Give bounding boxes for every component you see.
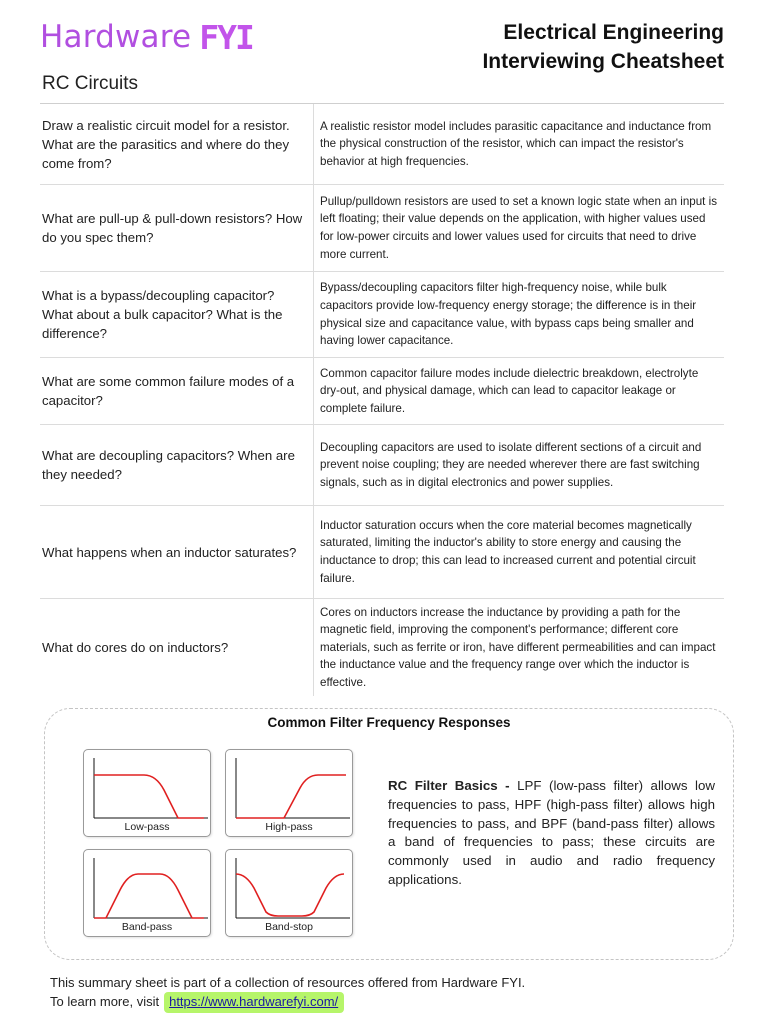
document-title: Electrical Engineering Interviewing Cheatsheet: [482, 21, 724, 73]
qa-question: What happens when an inductor saturates?: [40, 506, 314, 598]
band-pass-plot: [83, 849, 211, 937]
footer: [50, 974, 525, 1013]
section-title: RC Circuits: [42, 73, 139, 94]
filter-responses-panel: [44, 708, 734, 960]
qa-table: [40, 103, 724, 696]
hardwarefyi-link[interactable]: https://www.hardwarefyi.com/: [164, 992, 344, 1013]
qa-question: What are pull-up & pull-down resistors? How do you spec them?: [40, 185, 314, 271]
band-pass-curve: [94, 874, 204, 918]
qa-row: [40, 424, 724, 505]
logo-word: Hardware: [40, 19, 192, 55]
qa-row: [40, 598, 724, 696]
rc-filter-body: LPF (low-pass filter) allows low frequencies to pass, HPF (high-pass filter) allows high frequencies to pass, and BPF (band-pass filter) allows a band of frequencies to pass; these circuits are commonly used in audio and radio frequency applications.: [388, 778, 715, 887]
plot-label: Band-stop: [265, 921, 313, 933]
qa-answer: Decoupling capacitors are used to isolate different sections of a circuit and prevent noise coupling; they are needed wherever there are fast switching signals, such as in digital electronics and power supplies.: [320, 440, 702, 489]
qa-row: [40, 271, 724, 357]
qa-answer: Common capacitor failure modes include dielectric breakdown, electrolyte dry-out, and physical damage, which can lead to capacitor leakage or complete failure.: [320, 366, 699, 415]
qa-question: What are decoupling capacitors? When are they needed?: [40, 425, 314, 505]
plot-label: High-pass: [265, 821, 313, 833]
qa-answer: Cores on inductors increase the inductance by providing a path for the magnetic field, improving the component's performance; different core materials, such as ferrite or iron, have different permeabilities and can impact the inductance value and the frequency range over which the inductor is effective.: [320, 605, 716, 689]
low-pass-curve: [94, 775, 204, 818]
qa-answer: Pullup/pulldown resistors are used to set a known logic state when an input is left floating; their value depends on the application, with higher values used for low-power circuits and lower values used for circuits that need to drive more current.: [320, 194, 717, 261]
footer-line-1: This summary sheet is part of a collection of resources offered from Hardware FYI.: [50, 975, 526, 990]
band-stop-curve: [236, 874, 344, 916]
logo-fyi: FYI: [199, 17, 253, 57]
qa-answer: Bypass/decoupling capacitors filter high-frequency noise, while bulk capacitors provide low-frequency energy storage; the difference is in their physical size and capacitance value, with bypass caps being smaller and having lower capacitance.: [320, 281, 697, 348]
qa-row: [40, 357, 724, 424]
qa-question: What do cores do on inductors?: [40, 599, 314, 696]
plot-label: Band-pass: [121, 921, 173, 933]
footer-prompt: To learn more, visit: [50, 994, 160, 1009]
filters-title: Common Filter Frequency Responses: [267, 715, 511, 730]
qa-question: What is a bypass/decoupling capacitor? What about a bulk capacitor? What is the difference?: [40, 272, 314, 357]
plot-label: Low-pass: [124, 821, 170, 833]
qa-row: [40, 184, 724, 271]
high-pass-plot: [225, 749, 353, 837]
band-stop-plot: [225, 849, 353, 937]
rc-filter-basics: [388, 777, 715, 890]
footer-line-2: [50, 992, 525, 1013]
low-pass-plot: [83, 749, 211, 837]
qa-answer: A realistic resistor model includes parasitic capacitance and inductance from the physical construction of the resistor, which can impact the resistor's behavior at high frequencies.: [320, 119, 712, 168]
qa-row: [40, 103, 724, 184]
qa-question: Draw a realistic circuit model for a resistor. What are the parasitics and where do they come from?: [40, 104, 314, 184]
hardware-fyi-logo: [40, 14, 253, 60]
rc-filter-heading: RC Filter Basics -: [388, 778, 510, 793]
high-pass-curve: [236, 775, 346, 818]
qa-row: [40, 505, 724, 598]
qa-answer: Inductor saturation occurs when the core material becomes magnetically saturated, limiting the inductor's ability to store energy and causing the inductance to drop; this can lead to increased current and potential circuit failure.: [320, 518, 696, 585]
qa-question: What are some common failure modes of a capacitor?: [40, 358, 314, 424]
